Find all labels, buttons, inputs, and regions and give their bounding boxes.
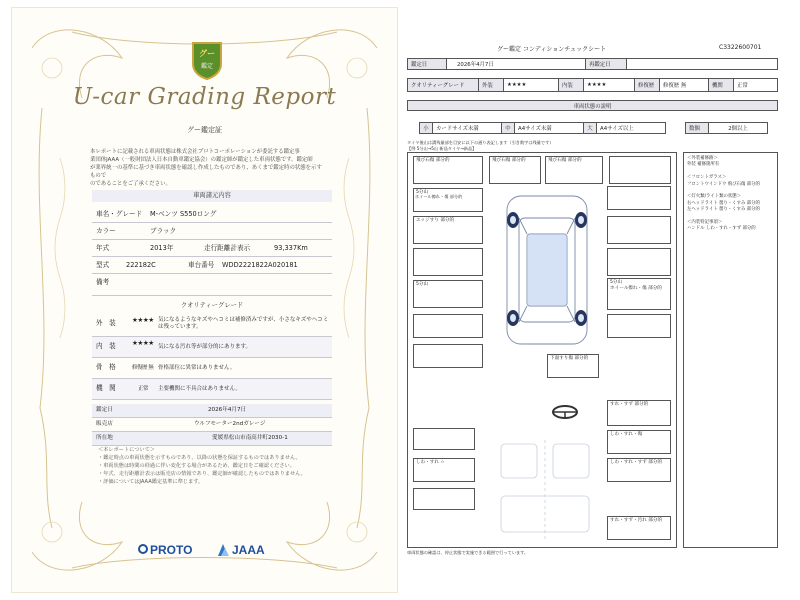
sheet-frame-value: 修復歴 無	[659, 78, 709, 92]
steering-wheel-icon	[551, 404, 579, 420]
date-value: 2026年4月7日	[208, 407, 247, 413]
year-value: 2013年	[150, 244, 174, 252]
intro-line: 業団体JAAA（一般財団法人日本自動車鑑定協会）の鑑定師が鑑定した車両状態です。鑑定師	[90, 157, 313, 163]
interior-grade-row	[92, 337, 332, 358]
certificate-notes	[98, 446, 328, 486]
sheet-doc-number: C3322600701	[719, 44, 762, 51]
color-label: カラー	[96, 227, 116, 235]
damage-box-line: ホイール擦れ・傷 部分的	[610, 286, 662, 291]
intro-line: 本レポートに記載される車両状態は株式会社プロトコーポレーションが委託する鑑定事	[90, 149, 300, 155]
interior-box: しわ・すれ ☆	[413, 458, 475, 482]
car-name-label: 車名・グレード	[96, 210, 143, 218]
interior-box: すれ・すず・汚れ 部分的	[607, 516, 671, 540]
exterior-stars: ★★★★	[132, 316, 154, 324]
date-label: 鑑定日	[96, 407, 113, 413]
notes-line: 左ヘッドライト 曇り・くすみ 部分的	[687, 207, 760, 213]
sheet-frame-label: 修復歴	[634, 78, 660, 92]
sheet-int-label: 内装	[558, 78, 584, 92]
remarks-row	[92, 275, 332, 296]
size-large-label: 大	[583, 122, 597, 134]
sheet-footer-note: 車両状態の確認は、停止状態で実施できる範囲で行っています。	[407, 550, 529, 555]
grade-section-title: クオリティーグレード	[180, 302, 244, 309]
proto-logo: PROTO	[150, 543, 193, 557]
engine-value: 正常	[138, 386, 149, 392]
grade-header-row	[407, 78, 778, 92]
vin-value: WDD2221822A020181	[222, 261, 298, 269]
year-mileage-row	[92, 241, 332, 257]
intro-line: が業界統一の基準に基づき車両状態を確認し作成したものであり、あくまで鑑定時の状態を示すもので	[90, 165, 322, 179]
notes-line: ＜外装補修跡＞	[687, 156, 718, 161]
goo-kantei-badge	[190, 40, 224, 80]
badge-top-text: グー	[199, 49, 215, 58]
damage-box	[607, 278, 671, 310]
note-line: ・評価についてはJAAA鑑定基準に準じます。	[98, 479, 204, 485]
interior-stars: ★★★★	[132, 339, 154, 347]
damage-box-line: 5分山	[610, 280, 623, 285]
sheet-redate-value	[626, 58, 778, 70]
certificate-intro	[90, 148, 326, 188]
interior-comment: 気になる汚れ等が部分的にあります。	[158, 344, 252, 350]
year-label: 年式	[96, 244, 110, 252]
sheet-engine-value: 正常	[733, 78, 778, 92]
size-large-desc: A4サイズ以上	[596, 122, 666, 134]
sheet-date-value: 2026年4月7日	[446, 58, 586, 70]
color-value: ブラック	[150, 227, 177, 235]
model-value: 222182C	[126, 261, 156, 269]
damage-box	[413, 248, 483, 276]
date-row	[92, 404, 332, 418]
address-row	[92, 432, 332, 446]
size-legend-row	[407, 122, 778, 134]
seat-layout-diagram	[495, 440, 595, 540]
mileage-value: 93,337Km	[274, 244, 308, 252]
intro-line: のであることをご了承ください。	[90, 181, 171, 187]
color-row	[92, 224, 332, 240]
engine-comment: 主要機関に不具合はありません。	[158, 386, 241, 392]
size-mid-label: 中	[501, 122, 515, 134]
model-label: 型式	[96, 261, 110, 269]
note-line: ＜本レポートについて＞	[98, 447, 155, 453]
exterior-label: 外 装	[96, 319, 116, 327]
notes-line: フロントウインドウ 飛び石傷 部分的	[687, 181, 760, 187]
grading-certificate	[12, 8, 397, 592]
car-name-row	[92, 207, 332, 223]
sheet-ext-stars: ★★★★	[503, 78, 559, 92]
interior-box: しわ・すれ・傷	[607, 430, 671, 454]
state-title: 車両状態の説明	[407, 100, 778, 111]
damage-box: 5分山	[413, 188, 483, 212]
count-desc: 2個以上	[708, 122, 768, 134]
interior-box	[413, 488, 475, 510]
exterior-comment: 気になるようなキズやヘコミは補修済みですが、小さなキズやヘコミは残っています。	[158, 317, 329, 330]
mileage-label: 走行距離計表示	[204, 244, 251, 252]
shop-row	[92, 418, 332, 432]
damage-box	[607, 248, 671, 276]
sheet-date-label: 鑑定日	[407, 58, 447, 70]
damage-box-note: ホイール擦れ・傷 部分的	[415, 194, 463, 199]
note-line: ・車両状態は時間の経過に伴い変化する場合があるため、鑑定日をご確認ください。	[98, 463, 295, 469]
frame-value: 修復歴 無	[132, 365, 154, 371]
notes-line: 外装 補修箇所有	[687, 162, 720, 168]
proto-logo-icon	[138, 544, 148, 554]
engine-label: 機 関	[96, 384, 116, 392]
car-top-view-diagram	[493, 190, 601, 350]
size-mid-desc: A4サイズ未満	[514, 122, 584, 134]
certificate-subtitle: グー鑑定証	[187, 126, 222, 134]
damage-box: 飛び石傷 部分的	[413, 156, 483, 184]
interior-label: 内 装	[96, 342, 116, 350]
notes-line: ハンドル しわ・すれ・すず 部分的	[687, 226, 756, 232]
sheet-ext-label: 外装	[478, 78, 504, 92]
size-small-label: 小	[419, 122, 433, 134]
jaaa-logo: JAAA	[232, 543, 265, 557]
state-title-row	[407, 100, 778, 111]
badge-bottom-text: 鑑定	[200, 63, 213, 70]
remarks-label: 備考	[96, 278, 110, 286]
interior-box	[413, 428, 475, 450]
damage-box	[607, 314, 671, 338]
spec-section-title: 車両諸元内容	[92, 190, 332, 202]
damage-box: 飛び石傷 部分的	[545, 156, 603, 184]
damage-box	[413, 314, 483, 338]
frame-comment: 骨格部位に異常はありません。	[158, 365, 236, 371]
frame-label: 骨 格	[96, 363, 116, 371]
model-vin-row	[92, 258, 332, 274]
size-small-desc: カードサイズ未満	[432, 122, 502, 134]
tire-note-1: タイヤ後山は溝残量部を目安に以下の通り表記します（引き数字は残量です）	[407, 140, 554, 145]
damage-box	[609, 156, 671, 184]
damage-box	[607, 216, 671, 244]
sheet-int-stars: ★★★★	[583, 78, 635, 92]
date-header-row	[407, 58, 778, 70]
note-line: ・鑑定時点の車両状態を示すものであり、以降の状態を保証するものではありません。	[98, 455, 301, 461]
damage-box: 5分山	[413, 280, 483, 308]
shop-label: 販売店	[96, 421, 113, 427]
notes-line: ＜灯火類/ライト類の状態＞	[687, 194, 742, 200]
notes-panel-text	[687, 156, 760, 233]
certificate-title: U-car Grading Report	[72, 84, 337, 110]
tire-note-2: 【例 5分山→5山 新品タイヤ→新品】	[407, 146, 477, 151]
shield-icon	[190, 40, 224, 80]
address-value: 愛媛県松山市南高井町2030-1	[212, 435, 288, 441]
vin-label: 車台番号	[188, 261, 215, 269]
damage-box: 飛び石傷 部分的	[489, 156, 541, 184]
exterior-grade-row	[92, 314, 332, 337]
interior-box: すれ・すず 部分的	[607, 400, 671, 426]
car-name-value: M-ベンツ S550ロング	[150, 210, 217, 218]
sheet-title: グー鑑定 コンディションチェックシート	[497, 46, 607, 53]
interior-box: しわ・すれ・すず 部分的	[607, 458, 671, 482]
damage-box	[413, 344, 483, 368]
damage-box	[607, 186, 671, 210]
damage-box: エッジすり 部分的	[413, 216, 483, 244]
sheet-engine-label: 機関	[708, 78, 734, 92]
address-label: 所在地	[96, 435, 113, 441]
jaaa-logo-icon	[216, 543, 230, 557]
sheet-grade-label: クオリティーグレード	[407, 78, 479, 92]
shop-value: ウルフモーター2ndガレージ	[194, 421, 266, 427]
notes-line: 右ヘッドライト 曇り・くすみ 部分的	[687, 200, 760, 206]
engine-grade-row	[92, 379, 332, 400]
notes-line: ＜内装特記事項＞	[687, 220, 723, 226]
notes-line: ＜フロントガラス＞	[687, 175, 727, 181]
condition-check-sheet	[407, 38, 778, 558]
frame-grade-row	[92, 358, 332, 379]
note-line: ・年式、走行距離計表示は販売店の情報であり、鑑定師が確認したものではありません。	[98, 471, 306, 477]
sheet-redate-label: 再鑑定日	[585, 58, 627, 70]
damage-box: 下面すり傷 部分的	[547, 354, 599, 378]
count-label: 数個	[685, 122, 709, 134]
